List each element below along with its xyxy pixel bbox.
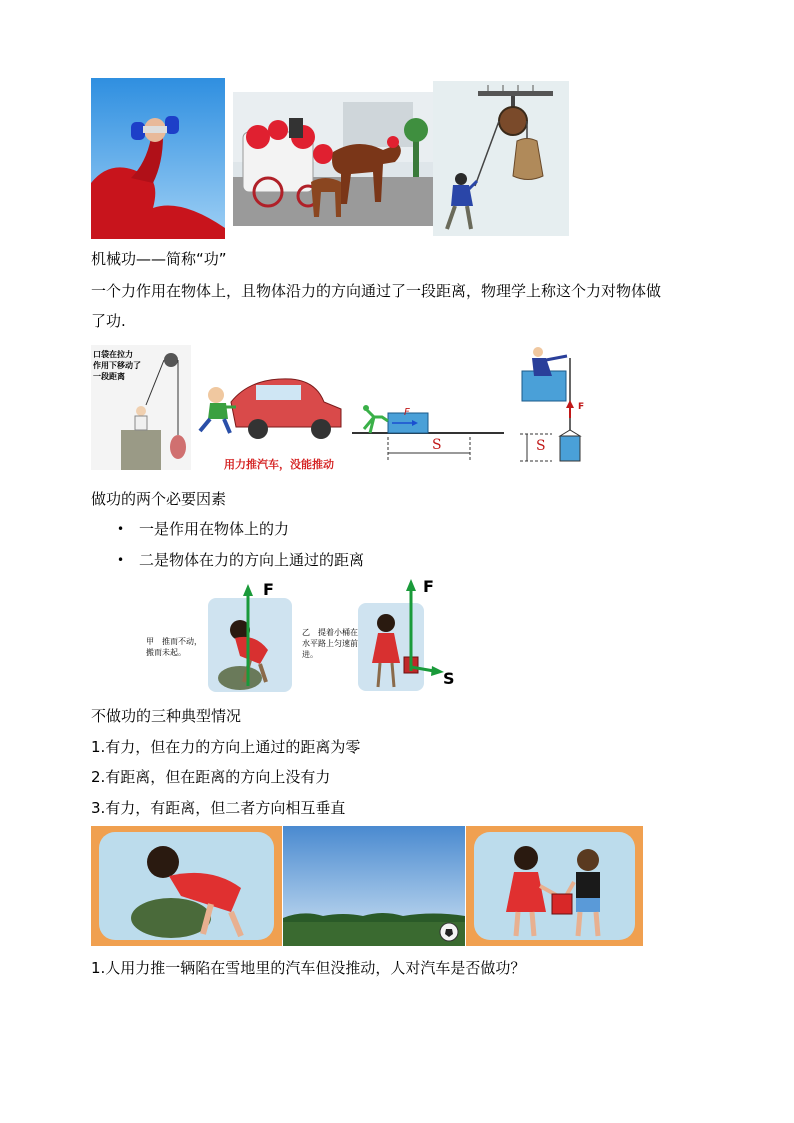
panel-right-caption-3: 进。 [302,650,318,659]
question-1: 1.人用力推一辆陷在雪地里的汽车但没推动，人对汽车是否做功？ [91,959,526,977]
horse-carriage-photo [233,92,433,226]
factor-item-2 [117,550,517,570]
lift-force-label: F [578,402,585,412]
push-car-illustration [196,367,346,472]
factor-label: 一是作用在物体上的力 [139,520,290,538]
bag-caption-1: 口袋在拉力 [93,349,133,359]
panel-right-caption-2: 水平路上匀速前 [302,639,358,648]
no-work-case-2: 2.有距离，但在距离的方向上没有力 [91,768,331,786]
lift-distance-label: S [536,438,546,454]
heading-work: 机械功——简称“功” [91,250,227,268]
panel-right-force: F [423,577,434,596]
factor-label: 二是物体在力的方向上通过的距离 [139,551,365,569]
dumbbell-photo [91,78,225,239]
sky-field-ball-image [283,826,465,946]
definition-line-1: 一个力作用在物体上，且物体沿力的方向通过了一段距离，物理学上称这个力对物体做 [91,282,662,300]
no-work-title: 不做功的三种典型情况 [91,707,242,725]
factors-title: 做功的两个必要因素 [91,490,227,508]
lift-box-diagram [512,346,592,468]
bag-caption-2: 作用下移动了 [93,360,141,370]
definition-line-2: 了功. [91,312,126,330]
panel-left-caption-1: 甲 推而不动， [146,637,202,646]
panel-left-caption-2: 搬而未起。 [146,648,186,657]
no-work-case-3: 3.有力，有距离，但二者方向相互垂直 [91,799,346,817]
bag-caption-3: 一段距离 [93,371,125,381]
pulley-illustration [433,81,569,236]
no-work-case-1: 1.有力，但在力的方向上通过的距离为零 [91,738,361,756]
panel-right-caption-1: 乙 提着小桶在 [302,628,358,637]
bullet-dot-icon: • [117,553,125,567]
car-caption: 用力推汽车，没能推动 [224,458,334,471]
push-force-label: F [404,407,410,418]
panel-left-force: F [263,580,274,599]
block-push-diagram [352,403,504,468]
carry-bucket-couple-image [466,826,643,946]
factor-item-1 [117,519,517,539]
bag-pull-illustration [91,345,191,470]
push-distance-label: S [432,437,442,453]
bullet-dot-icon: • [117,522,125,536]
carry-bucket-panel [296,575,466,695]
push-not-moved-panel [140,578,295,694]
panel-right-distance: S [443,669,455,688]
pushing-woman-image [91,826,282,946]
